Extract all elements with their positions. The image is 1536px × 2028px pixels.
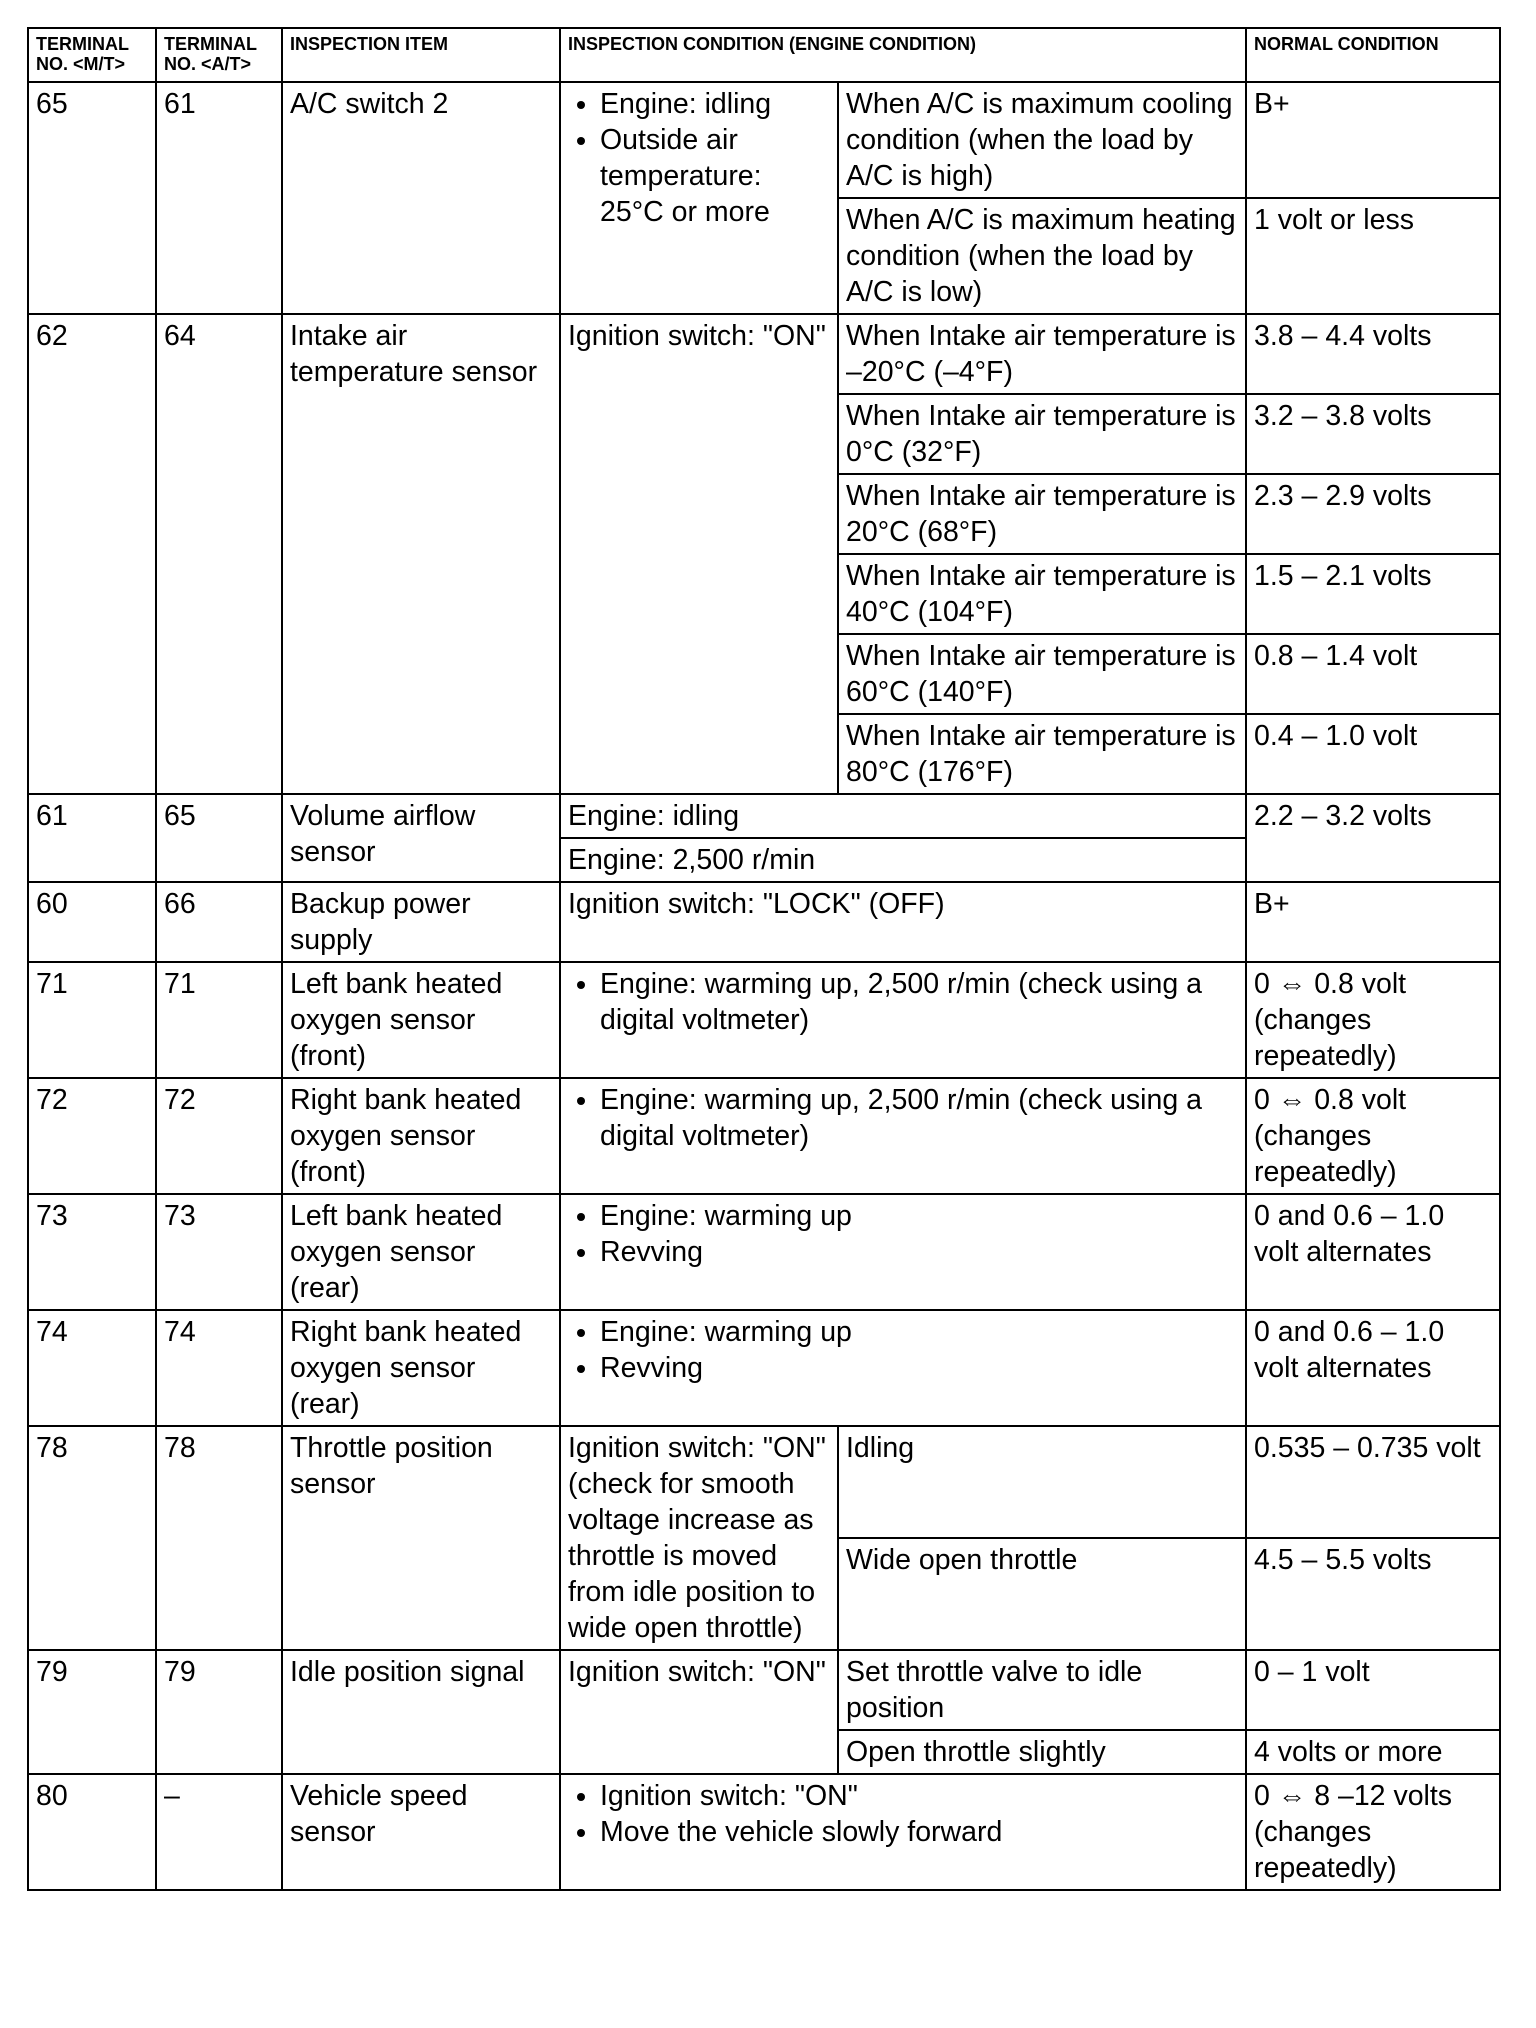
cell-terminal-mt: 79 [28, 1650, 156, 1774]
cell-terminal-mt: 62 [28, 314, 156, 794]
cell-terminal-mt: 61 [28, 794, 156, 882]
cell-terminal-at: 61 [156, 82, 282, 314]
header-inspection-condition: INSPECTION CONDITION (ENGINE CONDITION) [560, 28, 1246, 82]
list-item: • Engine: warming up [600, 1198, 1238, 1234]
cell-sub-condition: When Intake air temperature is 0°C (32°F) [838, 394, 1246, 474]
cell-sub-condition: When A/C is maximum cooling condition (when the load by A/C is high) [838, 82, 1246, 198]
condition-list [568, 1082, 1238, 1154]
table-row [28, 82, 1500, 198]
cell-inspection-item: Idle position signal [282, 1650, 560, 1774]
cell-terminal-at: – [156, 1774, 282, 1890]
cell-condition: Ignition switch: "ON" [560, 314, 838, 794]
cell-normal-value: 0.8 – 1.4 volt [1246, 634, 1500, 714]
cell-inspection-item: Left bank heated oxygen sensor (front) [282, 962, 560, 1078]
cell-terminal-mt: 80 [28, 1774, 156, 1890]
cell-sub-condition: When A/C is maximum heating condition (when the load by A/C is low) [838, 198, 1246, 314]
table-row [28, 962, 1500, 1078]
cell-normal-value: 0 and 0.6 – 1.0 volt alternates [1246, 1194, 1500, 1310]
list-item: • Outside air temperature: 25°C or more [600, 122, 830, 230]
condition-list [568, 966, 1238, 1038]
table-row [28, 794, 1500, 838]
cell-normal-value: 3.8 – 4.4 volts [1246, 314, 1500, 394]
table-row [28, 1426, 1500, 1538]
cell-condition [560, 1194, 1246, 1310]
cell-inspection-item: Throttle position sensor [282, 1426, 560, 1650]
condition-list [568, 1778, 1238, 1850]
header-terminal-mt: TERMINAL NO. <M/T> [28, 28, 156, 82]
cell-terminal-mt: 78 [28, 1426, 156, 1650]
cell-sub-condition: When Intake air temperature is –20°C (–4°F) [838, 314, 1246, 394]
cell-condition: Engine: 2,500 r/min [560, 838, 1246, 882]
cell-condition: Ignition switch: "ON" [560, 1650, 838, 1774]
header-inspection-item: INSPECTION ITEM [282, 28, 560, 82]
cell-normal-value: 2.3 – 2.9 volts [1246, 474, 1500, 554]
cell-condition [560, 962, 1246, 1078]
cell-normal-value: 0 and 0.6 – 1.0 volt alternates [1246, 1310, 1500, 1426]
table-row [28, 1310, 1500, 1426]
list-item: • Engine: warming up, 2,500 r/min (check using a digital voltmeter) [600, 966, 1238, 1038]
cell-sub-condition: When Intake air temperature is 40°C (104°F) [838, 554, 1246, 634]
cell-normal-value: B+ [1246, 882, 1500, 962]
cell-terminal-mt: 74 [28, 1310, 156, 1426]
cell-terminal-at: 79 [156, 1650, 282, 1774]
cell-sub-condition: Wide open throttle [838, 1538, 1246, 1650]
header-normal-condition: NORMAL CONDITION [1246, 28, 1500, 82]
table-row [28, 1650, 1500, 1730]
table-row [28, 314, 1500, 394]
condition-list [568, 86, 830, 230]
cell-terminal-at: 74 [156, 1310, 282, 1426]
cell-condition [560, 1310, 1246, 1426]
cell-sub-condition: Set throttle valve to idle position [838, 1650, 1246, 1730]
cell-terminal-at: 64 [156, 314, 282, 794]
header-terminal-at: TERMINAL NO. <A/T> [156, 28, 282, 82]
cell-condition: Engine: idling [560, 794, 1246, 838]
cell-condition [560, 82, 838, 314]
list-item: • Move the vehicle slowly forward [600, 1814, 1238, 1850]
cell-terminal-at: 72 [156, 1078, 282, 1194]
header-row [28, 28, 1500, 82]
cell-sub-condition: Open throttle slightly [838, 1730, 1246, 1774]
cell-terminal-mt: 60 [28, 882, 156, 962]
table-row [28, 882, 1500, 962]
cell-inspection-item: Intake air temperature sensor [282, 314, 560, 794]
cell-terminal-at: 66 [156, 882, 282, 962]
cell-normal-value: 0 ⇔ 8 –12 volts (changes repeatedly) [1246, 1774, 1500, 1890]
cell-terminal-mt: 65 [28, 82, 156, 314]
cell-normal-value: 0 ⇔ 0.8 volt (changes repeatedly) [1246, 962, 1500, 1078]
cell-normal-value: 1 volt or less [1246, 198, 1500, 314]
cell-normal-value: B+ [1246, 82, 1500, 198]
cell-condition [560, 1774, 1246, 1890]
cell-terminal-mt: 71 [28, 962, 156, 1078]
list-item: • Engine: warming up [600, 1314, 1238, 1350]
cell-sub-condition: Idling [838, 1426, 1246, 1538]
cell-terminal-at: 65 [156, 794, 282, 882]
cell-sub-condition: When Intake air temperature is 60°C (140°F) [838, 634, 1246, 714]
cell-inspection-item: Vehicle speed sensor [282, 1774, 560, 1890]
list-item: • Engine: warming up, 2,500 r/min (check using a digital voltmeter) [600, 1082, 1238, 1154]
cell-terminal-mt: 72 [28, 1078, 156, 1194]
cell-terminal-at: 71 [156, 962, 282, 1078]
cell-inspection-item: Left bank heated oxygen sensor (rear) [282, 1194, 560, 1310]
cell-normal-value: 4 volts or more [1246, 1730, 1500, 1774]
condition-list [568, 1198, 1238, 1270]
cell-condition: Ignition switch: "LOCK" (OFF) [560, 882, 1246, 962]
cell-normal-value: 0 – 1 volt [1246, 1650, 1500, 1730]
cell-terminal-at: 73 [156, 1194, 282, 1310]
cell-normal-value: 4.5 – 5.5 volts [1246, 1538, 1500, 1650]
list-item: • Revving [600, 1234, 1238, 1270]
cell-inspection-item: Backup power supply [282, 882, 560, 962]
cell-normal-value: 1.5 – 2.1 volts [1246, 554, 1500, 634]
condition-list [568, 1314, 1238, 1386]
inspection-table [27, 27, 1501, 1891]
table-row [28, 1194, 1500, 1310]
cell-normal-value: 2.2 – 3.2 volts [1246, 794, 1500, 882]
cell-inspection-item: Volume airflow sensor [282, 794, 560, 882]
cell-sub-condition: When Intake air temperature is 80°C (176°F) [838, 714, 1246, 794]
cell-condition [560, 1078, 1246, 1194]
cell-inspection-item: Right bank heated oxygen sensor (rear) [282, 1310, 560, 1426]
list-item: • Ignition switch: "ON" [600, 1778, 1238, 1814]
cell-inspection-item: A/C switch 2 [282, 82, 560, 314]
table-row [28, 1774, 1500, 1890]
list-item: • Engine: idling [600, 86, 830, 122]
list-item: • Revving [600, 1350, 1238, 1386]
cell-normal-value: 3.2 – 3.8 volts [1246, 394, 1500, 474]
cell-normal-value: 0.535 – 0.735 volt [1246, 1426, 1500, 1538]
cell-terminal-mt: 73 [28, 1194, 156, 1310]
cell-normal-value: 0 ⇔ 0.8 volt (changes repeatedly) [1246, 1078, 1500, 1194]
cell-inspection-item: Right bank heated oxygen sensor (front) [282, 1078, 560, 1194]
cell-condition: Ignition switch: "ON" (check for smooth voltage increase as throttle is moved from idle position to wide open throttle) [560, 1426, 838, 1650]
cell-normal-value: 0.4 – 1.0 volt [1246, 714, 1500, 794]
cell-terminal-at: 78 [156, 1426, 282, 1650]
table-row [28, 1078, 1500, 1194]
cell-sub-condition: When Intake air temperature is 20°C (68°F) [838, 474, 1246, 554]
